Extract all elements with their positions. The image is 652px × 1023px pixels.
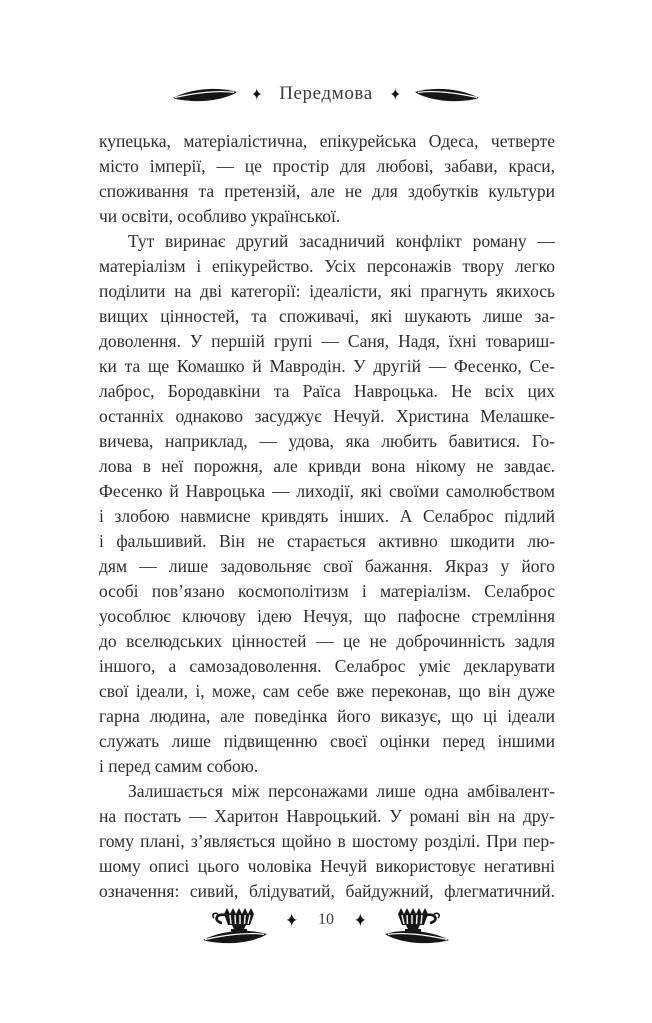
text-line: іншого, а самозадоволення. Селаброс уміє декларувати	[99, 656, 555, 676]
text-line: і злобою навмисне кривдять інших. А Селаброс підлий	[99, 506, 555, 526]
text-line: означення: сивий, блідуватий, байдужний, флегматичний.	[99, 881, 555, 901]
text-line: на постать — Харитон Навроцький. У романі він на дру-	[99, 806, 555, 826]
text-line: Тут виринає другий засадничий конфлікт роману —	[128, 231, 555, 251]
text-line: Фесенко й Навроцька — лиходії, які своїми самолюбством	[99, 481, 555, 501]
leaf-ornament-icon	[414, 85, 480, 103]
diamond-icon: ✦	[251, 84, 263, 104]
leaf-ornament-icon	[172, 85, 238, 103]
text-line: дям — лише задовольняє свої бажання. Якраз у його	[99, 556, 555, 576]
text-line: вищих цінностей, та споживачі, які шукають лише за-	[99, 306, 555, 326]
text-line: свої ідеали, і, може, сам себе вже переконав, що він дуже	[99, 681, 555, 701]
text-line: і перед самим собою.	[99, 756, 259, 776]
text-line: особі пов’язано космополітизм і матеріалізм. Селаброс	[99, 581, 555, 601]
text-line: Залишається між персонажами лише одна амбівалент-	[128, 781, 555, 801]
text-line: поділити на дві категорії: ідеалісти, які прагнуть якихось	[99, 281, 555, 301]
diamond-icon: ✦	[285, 910, 298, 932]
page-number: 10	[318, 911, 334, 928]
text-line: ки та ще Комашко й Мавродін. У другій — Фесенко, Се-	[99, 356, 555, 376]
diamond-icon: ✦	[354, 910, 367, 932]
text-line: лаброс, Бородавкіни та Раїса Навроцька. Не всіх цих	[99, 381, 555, 401]
text-line: лова в неї порожня, але кривди вона нікому не завдає.	[99, 456, 555, 476]
diamond-icon: ✦	[389, 84, 401, 104]
text-line: останніх однаково засуджує Нечуй. Христина Мелашке-	[99, 406, 555, 426]
page-title: Передмова	[279, 83, 373, 104]
text-line: чи освіти, особливо української.	[99, 206, 341, 226]
text-line: місто імперії, — це простір для любові, забави, краси,	[99, 156, 555, 176]
teacup-ornament-icon	[201, 906, 271, 946]
text-line: до вселюдських цінностей — це не доброчинність задля	[99, 631, 555, 651]
text-line: шому описі цього чоловіка Нечуй використовує негативні	[99, 856, 555, 876]
text-line: вичева, наприклад, — удова, яка любить бавитися. Го-	[99, 431, 555, 451]
text-line: уособлює ключову ідею Нечуя, що пафосне стремління	[99, 606, 555, 626]
text-line: доволення. У першій групі — Саня, Надя, їхні товариш-	[99, 331, 555, 351]
text-line: матеріалізм і епікурейство. Усіх персонажів твору легко	[99, 256, 555, 276]
text-line: гому плані, з’являється щойно в шостому розділі. При пер-	[99, 831, 555, 851]
text-line: купецька, матеріалістична, епікурейська Одеса, четверте	[99, 131, 555, 151]
text-line: служать лише підвищенню своєї оцінки перед іншими	[99, 731, 555, 751]
page-footer	[0, 904, 652, 948]
chapter-header	[0, 74, 652, 114]
text-column	[99, 129, 555, 904]
teacup-ornament-icon	[381, 906, 451, 946]
text-line: гарна людина, але поведінка його виказує, що ці ідеали	[99, 706, 555, 726]
text-line: споживання та претензій, але не для здобутків культури	[99, 181, 555, 201]
text-line: і фальшивий. Він не старається активно шкодити лю-	[99, 531, 555, 551]
